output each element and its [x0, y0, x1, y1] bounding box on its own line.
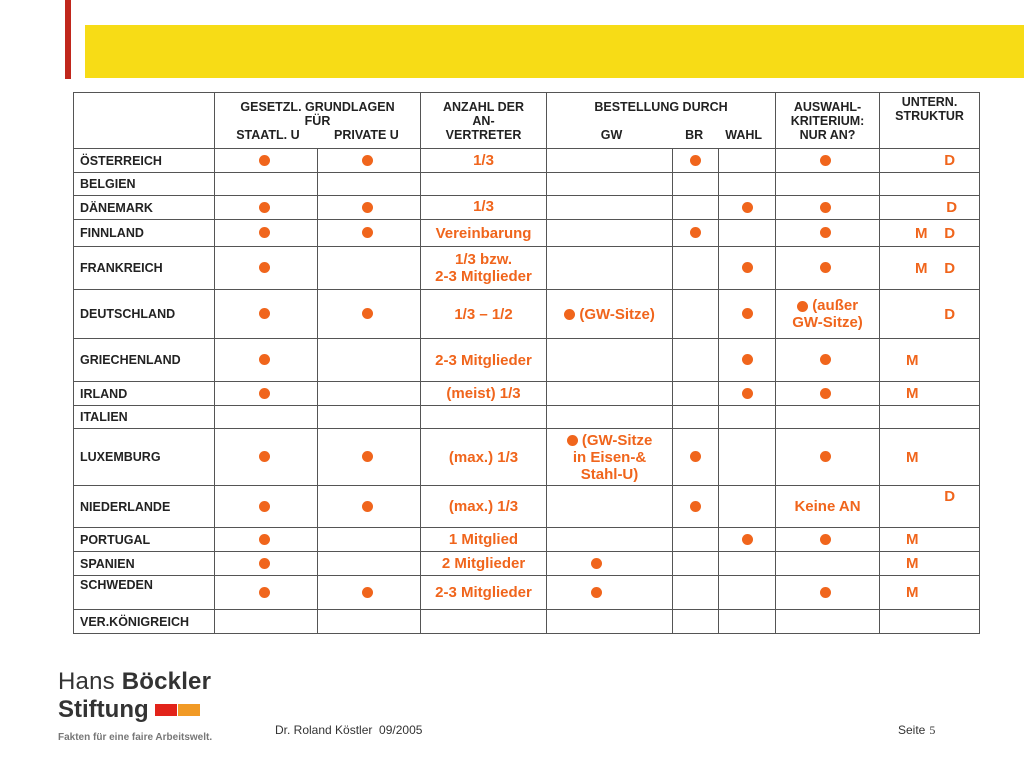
- bullet-icon: [690, 155, 701, 166]
- dot-cell: [776, 339, 880, 382]
- country-label: NIEDERLANDE: [74, 486, 215, 528]
- dot-cell: [318, 576, 421, 610]
- bullet-icon: [820, 587, 831, 598]
- bullet-icon: [742, 202, 753, 213]
- dot-cell: [776, 220, 880, 247]
- country-label: VER.KÖNIGREICH: [74, 610, 215, 634]
- table-row: [74, 220, 980, 247]
- table-row: [74, 247, 980, 290]
- header-text: AUSWAHL-: [793, 99, 862, 114]
- bullet-icon: [797, 301, 808, 312]
- bullet-icon: [362, 155, 373, 166]
- gw-line: in Eisen-&: [572, 448, 647, 466]
- struktur-value: M: [880, 429, 980, 486]
- dot-cell: [215, 552, 318, 576]
- bullet-icon: [259, 262, 270, 273]
- bullet-icon: [742, 534, 753, 545]
- dot-cell: [776, 429, 880, 486]
- dot-cell: [215, 528, 318, 552]
- country-label: DÄNEMARK: [74, 196, 215, 220]
- dot-cell: [318, 220, 421, 247]
- struktur-value: M: [880, 552, 980, 576]
- header-subtext: GW: [600, 127, 623, 142]
- anzahl-value: 1 Mitglied: [421, 528, 547, 552]
- dot-cell: [719, 382, 776, 406]
- country-label: PORTUGAL: [74, 528, 215, 552]
- dot-cell: [719, 339, 776, 382]
- table-row: [74, 486, 980, 528]
- table-row: [74, 610, 980, 634]
- anzahl-value: 1/3 – 1/2: [421, 290, 547, 339]
- country-label: ITALIEN: [74, 406, 215, 429]
- bullet-icon: [259, 451, 270, 462]
- dot-cell: [719, 247, 776, 290]
- struktur-value: M: [880, 528, 980, 552]
- anzahl-value: 1/3: [421, 196, 547, 220]
- kriterium-cell: [776, 290, 880, 339]
- dot-cell: [318, 429, 421, 486]
- dot-cell: [776, 247, 880, 290]
- bullet-icon: [362, 501, 373, 512]
- page-number: 5: [929, 723, 936, 737]
- dot-cell: [318, 290, 421, 339]
- struktur-value: M: [880, 382, 980, 406]
- bullet-icon: [259, 501, 270, 512]
- kriterium-line: GW-Sitze): [792, 314, 863, 331]
- gw-line: (GW-Sitze: [581, 431, 653, 449]
- table-row: [74, 552, 980, 576]
- empty-cell: [547, 149, 673, 173]
- gw-line: Stahl-U): [580, 465, 639, 483]
- bullet-icon: [591, 558, 602, 569]
- country-label: FINNLAND: [74, 220, 215, 247]
- header-text: KRITERIUM:: [790, 113, 865, 128]
- anzahl-value: (max.) 1/3: [421, 486, 547, 528]
- dot-cell: [673, 220, 719, 247]
- struktur-value: M: [880, 576, 980, 610]
- bullet-icon: [690, 501, 701, 512]
- table-row: [74, 406, 980, 429]
- logo-word: Böckler: [121, 668, 212, 695]
- dot-cell: [719, 528, 776, 552]
- bullet-icon: [820, 388, 831, 399]
- page-label: Seite: [898, 723, 926, 737]
- bullet-icon: [362, 227, 373, 238]
- dot-cell: [215, 196, 318, 220]
- dot-cell: [215, 290, 318, 339]
- country-label: SPANIEN: [74, 552, 215, 576]
- footer-page: [898, 723, 935, 738]
- dot-cell: [215, 247, 318, 290]
- country-label: IRLAND: [74, 382, 215, 406]
- red-accent-bar: [65, 0, 71, 79]
- kriterium-line: (außer: [812, 297, 859, 314]
- struktur-value: D: [880, 290, 980, 339]
- dot-cell: [673, 149, 719, 173]
- header-anzahl-vertreter: [421, 93, 547, 149]
- header-bestellung-durch: [547, 93, 776, 149]
- dot-cell: [318, 149, 421, 173]
- bullet-icon: [820, 354, 831, 365]
- dot-cell: [673, 429, 719, 486]
- hans-boeckler-stiftung-logo: [58, 668, 212, 743]
- bullet-icon: [742, 308, 753, 319]
- bullet-icon: [820, 202, 831, 213]
- dot-cell: [215, 486, 318, 528]
- dot-cell: [215, 382, 318, 406]
- bullet-icon: [259, 227, 270, 238]
- anzahl-value: Vereinbarung: [421, 220, 547, 247]
- logo-word: Stiftung: [58, 696, 149, 723]
- bullet-icon: [259, 155, 270, 166]
- bullet-icon: [362, 202, 373, 213]
- header-empty-cell: [74, 93, 215, 149]
- header-text: STRUKTUR: [895, 109, 964, 123]
- bullet-icon: [259, 388, 270, 399]
- struktur-value: M: [880, 339, 980, 382]
- bullet-icon: [591, 587, 602, 598]
- bullet-icon: [362, 308, 373, 319]
- bullet-icon: [362, 587, 373, 598]
- dot-cell: [776, 576, 880, 610]
- dot-cell: [673, 486, 719, 528]
- struktur-value: M D: [880, 247, 980, 290]
- anzahl-line: 1/3 bzw.: [455, 251, 512, 268]
- bullet-icon: [820, 155, 831, 166]
- country-label: BELGIEN: [74, 173, 215, 196]
- table-row: [74, 149, 980, 173]
- bullet-icon: [690, 227, 701, 238]
- bullet-icon: [362, 451, 373, 462]
- header-subtext: STAATL. U: [236, 127, 300, 142]
- dot-cell: [215, 429, 318, 486]
- dot-cell: [215, 339, 318, 382]
- gw-cell: [547, 429, 673, 486]
- country-label: SCHWEDEN: [74, 576, 215, 610]
- anzahl-value: (meist) 1/3: [421, 382, 547, 406]
- anzahl-value: 2 Mitglieder: [421, 552, 547, 576]
- anzahl-value: 2-3 Mitglieder: [421, 339, 547, 382]
- bullet-icon: [259, 587, 270, 598]
- bullet-icon: [259, 354, 270, 365]
- logo-orange-square-icon: [178, 704, 200, 716]
- header-text: ANZAHL DER: [443, 99, 525, 114]
- dot-cell: [776, 149, 880, 173]
- gw-value: (GW-Sitze): [579, 305, 655, 323]
- table-row: [74, 290, 980, 339]
- anzahl-value: 1/3: [421, 149, 547, 173]
- bullet-icon: [690, 451, 701, 462]
- bullet-icon: [567, 435, 578, 446]
- header-text: VERTRETER: [445, 127, 522, 142]
- table-row: [74, 382, 980, 406]
- country-label: GRIECHENLAND: [74, 339, 215, 382]
- header-subtext: PRIVATE U: [333, 127, 399, 142]
- dot-cell: [776, 196, 880, 220]
- table-row: [74, 196, 980, 220]
- country-label: LUXEMBURG: [74, 429, 215, 486]
- header-auswahl-kriterium: [776, 93, 880, 149]
- dot-cell: [719, 196, 776, 220]
- country-label: ÖSTERREICH: [74, 149, 215, 173]
- dot-cell: [776, 528, 880, 552]
- country-label: DEUTSCHLAND: [74, 290, 215, 339]
- header-untern-struktur: [880, 93, 980, 149]
- dot-cell: [719, 290, 776, 339]
- bullet-icon: [820, 262, 831, 273]
- dot-cell: [215, 149, 318, 173]
- dot-cell: [547, 552, 673, 576]
- struktur-value: D: [880, 149, 980, 173]
- anzahl-value: (max.) 1/3: [421, 429, 547, 486]
- header-subtext: BR: [685, 127, 704, 142]
- bullet-icon: [259, 308, 270, 319]
- bullet-icon: [259, 534, 270, 545]
- bullet-icon: [742, 388, 753, 399]
- anzahl-value: 2-3 Mitglieder: [421, 576, 547, 610]
- dot-cell: [318, 486, 421, 528]
- dot-cell: [215, 220, 318, 247]
- table-row: [74, 528, 980, 552]
- bullet-icon: [259, 558, 270, 569]
- struktur-value: M D: [880, 220, 980, 247]
- struktur-value: D: [880, 486, 980, 528]
- bullet-icon: [820, 451, 831, 462]
- table-row: [74, 429, 980, 486]
- header-text: BESTELLUNG DURCH: [594, 99, 728, 114]
- kriterium-value: Keine AN: [776, 486, 880, 528]
- logo-word: Hans: [58, 668, 115, 695]
- footer-author-date: Dr. Roland Köstler 09/2005: [275, 723, 423, 737]
- dot-cell: [776, 382, 880, 406]
- bullet-icon: [820, 227, 831, 238]
- logo-tagline: Fakten für eine faire Arbeitswelt.: [58, 732, 213, 743]
- header-text: FÜR: [304, 113, 331, 128]
- header-text: NUR AN?: [799, 127, 856, 142]
- anzahl-line: 2-3 Mitglieder: [435, 268, 532, 285]
- header-text: GESETZL. GRUNDLAGEN: [240, 99, 395, 114]
- struktur-value: D: [880, 196, 980, 220]
- bullet-icon: [742, 354, 753, 365]
- dot-cell: [215, 576, 318, 610]
- table-row: [74, 173, 980, 196]
- dot-cell: [318, 196, 421, 220]
- header-text: AN-: [472, 113, 495, 128]
- header-text: UNTERN.: [901, 95, 958, 109]
- comparison-table: [73, 92, 980, 634]
- dot-cell: [547, 576, 673, 610]
- bullet-icon: [820, 534, 831, 545]
- empty-cell: [719, 149, 776, 173]
- logo-red-square-icon: [155, 704, 177, 716]
- anzahl-value: [421, 247, 547, 290]
- yellow-header-bar: [85, 25, 1024, 78]
- header-subtext: WAHL: [725, 127, 763, 142]
- bullet-icon: [742, 262, 753, 273]
- bullet-icon: [259, 202, 270, 213]
- table-row: [74, 339, 980, 382]
- table-header-row: [74, 93, 980, 149]
- bullet-icon: [564, 309, 575, 320]
- country-label: FRANKREICH: [74, 247, 215, 290]
- gw-cell: [547, 290, 673, 339]
- header-gesetzl-grundlagen: [215, 93, 421, 149]
- table-row: [74, 576, 980, 610]
